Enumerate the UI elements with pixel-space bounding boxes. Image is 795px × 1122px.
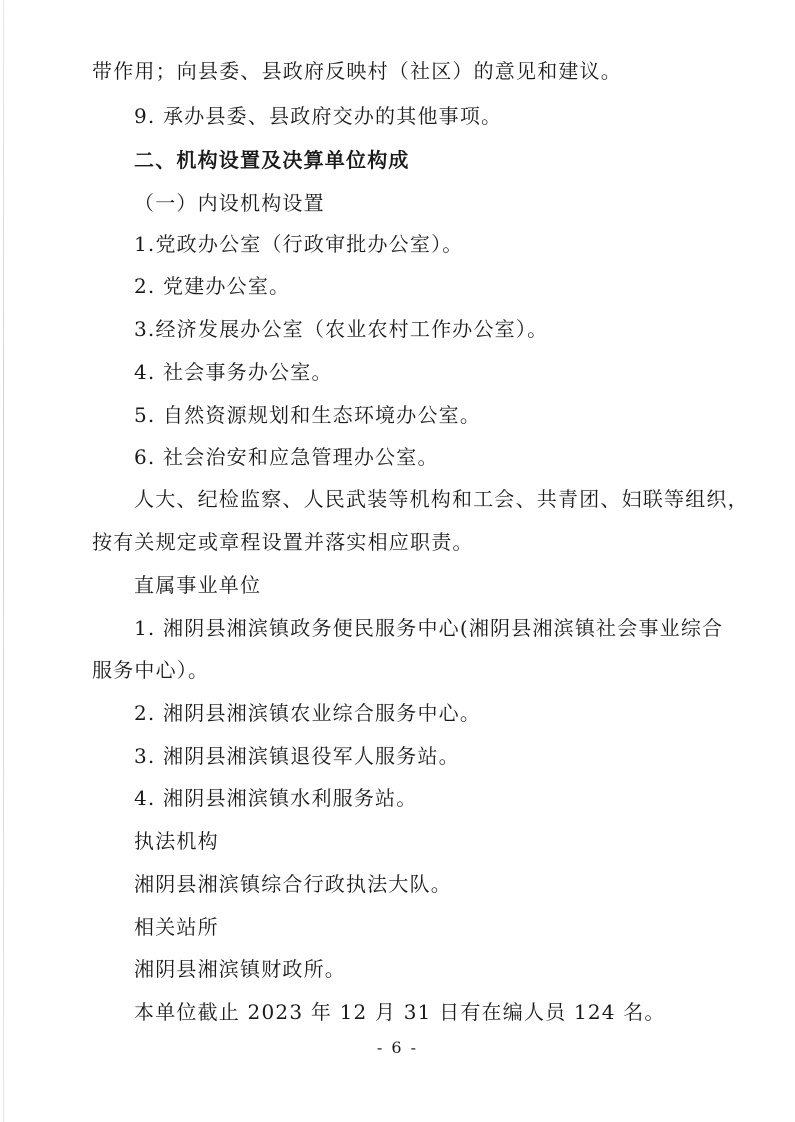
list-item: 4. 湘阴县湘滨镇水利服务站。 (134, 786, 418, 810)
text-line: 本单位截止 2023 年 12 月 31 日有在编人员 124 名。 (134, 1000, 666, 1024)
list-item: 6. 社会治安和应急管理办公室。 (134, 445, 439, 469)
page-number: - 6 - (376, 1038, 419, 1057)
list-item: 3.经济发展办公室（农业农村工作办公室）。 (134, 317, 549, 341)
list-item: 5. 自然资源规划和生态环境办公室。 (134, 403, 482, 427)
text-line: 人大、纪检监察、人民武装等机构和工会、共青团、妇联等组织， (134, 487, 749, 511)
section-heading: 二、机构设置及决算单位构成 (134, 148, 410, 172)
list-item: 1.党政办公室（行政审批办公室）。 (134, 232, 464, 256)
text-line: 湘阴县湘滨镇财政所。 (134, 957, 346, 981)
text-line: 带作用；向县委、县政府反映村（社区）的意见和建议。 (92, 59, 622, 83)
subsection-heading: （一）内设机构设置 (134, 191, 325, 215)
text-line: 按有关规定或章程设置并落实相应职责。 (92, 530, 474, 554)
category-label: 直属事业单位 (134, 573, 262, 597)
scan-edge-shadow (3, 0, 4, 1122)
list-item: 4. 社会事务办公室。 (134, 360, 333, 384)
list-item: 1. 湘阴县湘滨镇政务便民服务中心(湘阴县湘滨镇社会事业综合 (134, 616, 724, 640)
category-label: 执法机构 (134, 829, 219, 853)
list-item: 2. 党建办公室。 (134, 274, 291, 298)
list-item: 3. 湘阴县湘滨镇退役军人服务站。 (134, 744, 460, 768)
list-item: 2. 湘阴县湘滨镇农业综合服务中心。 (134, 701, 482, 725)
text-line: 9. 承办县委、县政府交办的其他事项。 (134, 104, 503, 128)
category-label: 相关站所 (134, 915, 219, 939)
text-line: 服务中心）。 (92, 658, 210, 682)
text-line: 湘阴县湘滨镇综合行政执法大队。 (134, 872, 452, 896)
